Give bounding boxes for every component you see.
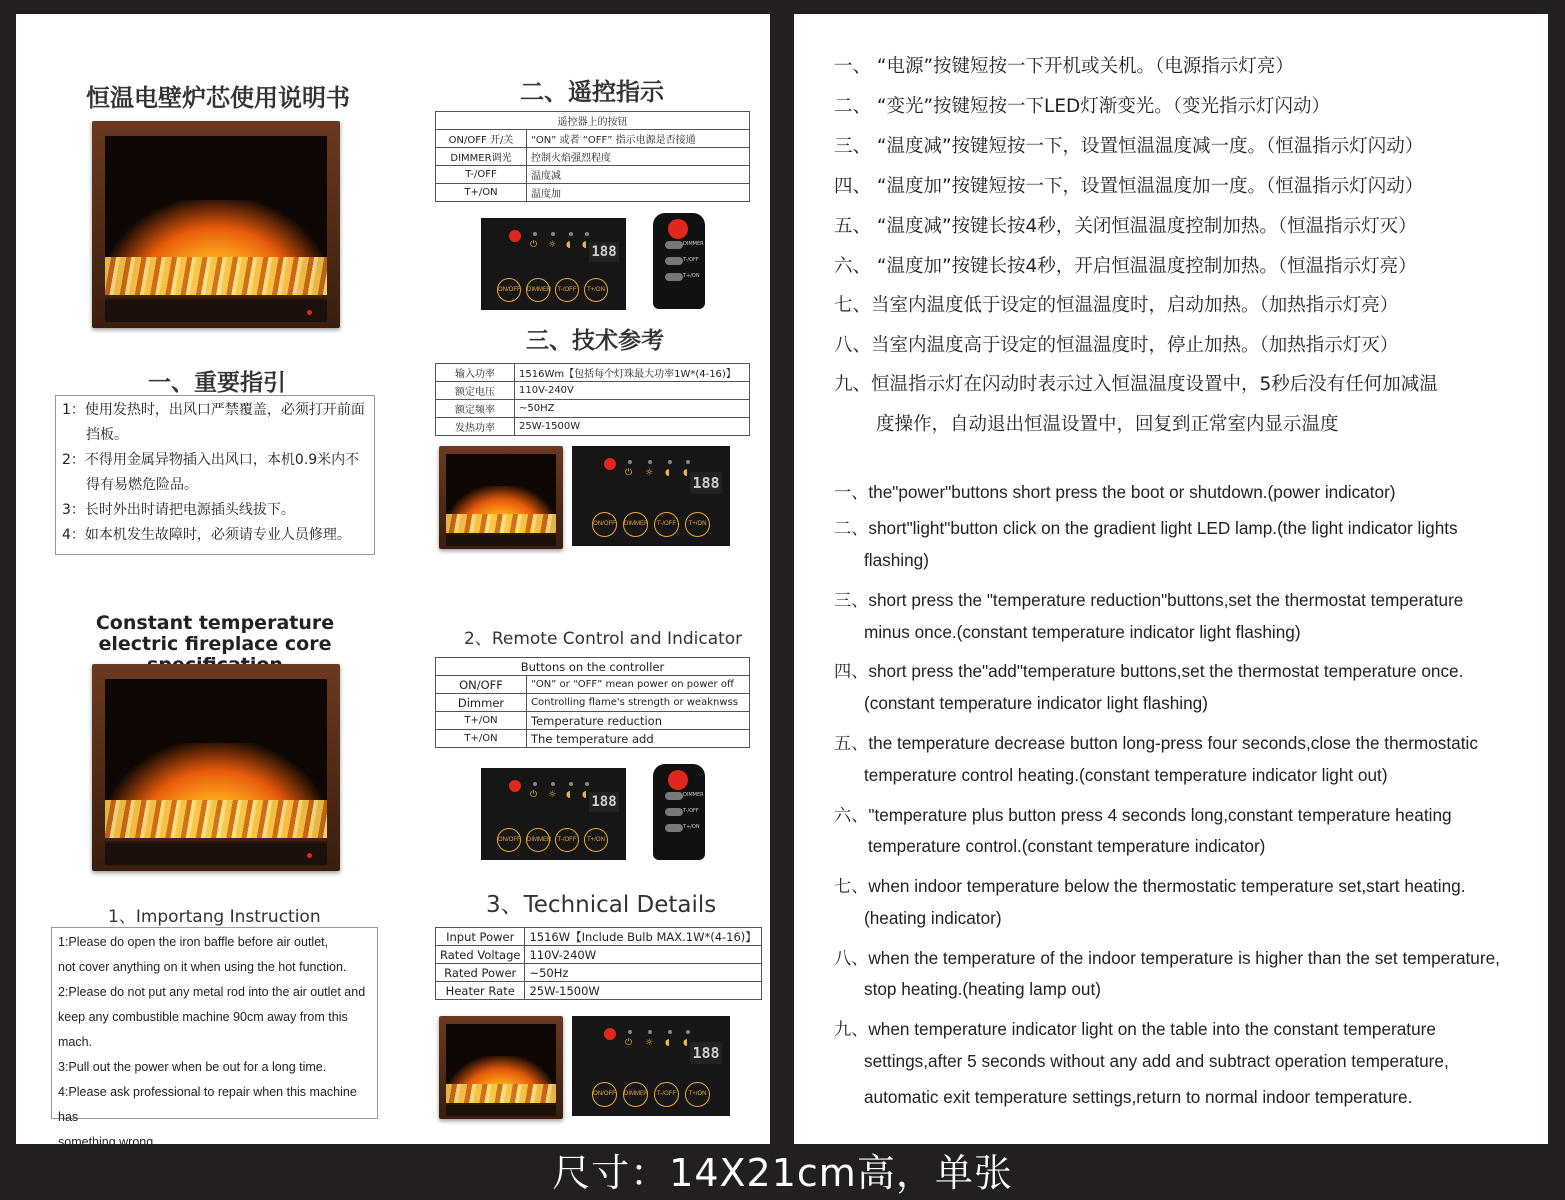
title-en: Constant temperature electric fireplace core (95, 612, 335, 655)
en-instruction-line: flashing) (864, 550, 929, 570)
en-instruction-line: temperature control heating.(constant temperature indicator light out) (864, 765, 1388, 785)
en-instruction-line: 八、when the temperature of the indoor temperature is higher than the set temperature, (834, 948, 1500, 968)
table-cell: “ON” or “OFF” mean power on power off (527, 676, 750, 694)
table-cell: DIMMER调光 (436, 148, 527, 166)
cn-instruction-line: 四、 “温度加”按键短按一下，设置恒温温度加一度。（恒温指示灯闪动） (834, 176, 1424, 197)
table-cell: 1516W【Include Bulb MAX.1W*(4-16)】 (525, 928, 761, 946)
right-page (794, 14, 1548, 1144)
cn-instruction-line: 八、当室内温度高于设定的恒温温度时，停止加热。（加热指示灯灭） (834, 335, 1399, 356)
remote-image (653, 213, 705, 309)
instruction-cn-4: 4：如本机发生故障时，必须请专业人员修理。 (62, 527, 351, 543)
en-instruction-line: automatic exit temperature settings,return to normal indoor temperature. (864, 1087, 1413, 1107)
control-panel-image: ⏻ ☼ ◖ ◖ 188 ON/OFF DIMMER T-/OFF T+/ON (572, 1016, 730, 1116)
remote-table-cn (435, 111, 750, 202)
control-display: 188 (589, 242, 619, 262)
table-cell: Dimmer (436, 694, 527, 712)
en-instruction-line: 二、short"light"button click on the gradient light LED lamp.(the light indicator lights (834, 518, 1458, 538)
on-off-button-icon: ON/OFF (497, 828, 521, 852)
temp-up-button-icon: T+/ON (685, 1082, 710, 1107)
remote-table-header: Buttons on the controller (436, 658, 750, 676)
remote-image (653, 764, 705, 860)
table-cell: 发热功率 (436, 418, 515, 436)
table-cell: 25W-1500W (515, 418, 750, 436)
temp-up-button-icon: T+/ON (685, 512, 710, 537)
instruction-en-line: 1:Please do open the iron baffle before air outlet, (58, 935, 329, 949)
fireplace-image-small (439, 446, 563, 549)
table-cell: Heater Rate (436, 982, 525, 1000)
table-cell: T+/ON (436, 730, 527, 748)
remote-label: T+/ON (683, 273, 700, 279)
section1-title-en: 1、Importang Instruction (108, 907, 321, 927)
instruction-en-line: 4:Please ask professional to repair when this machine has (58, 1085, 357, 1124)
control-panel-image: ⏻ ☼ ◖ ◖ 188 ON/OFF DIMMER T-/OFF T+/ON (481, 218, 626, 310)
instruction-cn-3: 3：长时外出时请把电源插头线拔下。 (62, 502, 295, 518)
en-instruction-line: temperature control.(constant temperature indicator) (868, 836, 1266, 856)
en-instruction-line: (heating indicator) (864, 908, 1002, 928)
cn-instruction-line: 一、 “电源”按键短按一下开机或关机。（电源指示灯亮） (834, 56, 1294, 77)
fireplace-image-top (92, 121, 340, 328)
temp-down-button-icon: T-/OFF (654, 1082, 679, 1107)
table-cell: T+/ON (436, 712, 527, 730)
cn-instruction-line: 二、 “变光”按键短按一下LED灯渐变光。（变光指示灯闪动） (834, 96, 1331, 117)
temp-down-button-icon: T-/OFF (654, 512, 679, 537)
temp-down-button-icon: T-/OFF (555, 278, 579, 302)
control-panel-image: ⏻ ☼ ◖ ◖ 188 ON/OFF DIMMER T-/OFF T+/ON (572, 446, 730, 546)
temp-up-button-icon: T+/ON (584, 828, 608, 852)
on-off-button-icon: ON/OFF (592, 512, 617, 537)
control-display: 188 (690, 1042, 722, 1064)
section3-title-en: 3、Technical Details (486, 892, 717, 918)
en-instruction-line: 九、when temperature indicator light on the table into the constant temperature (834, 1019, 1436, 1039)
cn-instruction-line: 六、 “温度加”按键长按4秒，开启恒温温度控制加热。（恒温指示灯亮） (834, 256, 1417, 277)
tech-table-cn (435, 363, 750, 436)
remote-table-en (435, 657, 750, 748)
instructions-box-cn (55, 395, 375, 555)
table-cell: 110V-240V (515, 382, 750, 400)
left-page (16, 14, 770, 1149)
instruction-en-line: 3:Pull out the power when be out for a long time. (58, 1060, 327, 1074)
table-cell: 温度减 (527, 166, 750, 184)
section3-title-cn: 三、技术参考 (526, 328, 664, 354)
remote-label: T-/OFF (683, 257, 699, 263)
instruction-en-line: keep any combustible machine 90cm away from this mach. (58, 1010, 348, 1049)
on-off-button-icon: ON/OFF (592, 1082, 617, 1107)
table-cell: Controlling flame's strength or weaknwss (527, 694, 750, 712)
table-cell: Rated Voltage (436, 946, 525, 964)
en-instruction-line: 三、short press the "temperature reduction"buttons,set the thermostat temperature (834, 590, 1464, 610)
table-cell: ~50Hz (525, 964, 761, 982)
size-footer: 尺寸：14X21cm高，单张 (552, 1151, 1013, 1195)
en-instruction-line: (constant temperature indicator light flashing) (864, 693, 1208, 713)
cn-instruction-line: 九、恒温指示灯在闪动时表示过入恒温温度设置中，5秒后没有任何加减温 (834, 374, 1438, 395)
table-cell: T+/ON (436, 184, 527, 202)
temp-up-button-icon: T+/ON (584, 278, 608, 302)
table-cell: 1516Wm【包括每个灯珠最大功率1W*(4-16)】 (515, 364, 750, 382)
dimmer-button-icon: DIMMER (526, 828, 550, 852)
instruction-en-line: not cover anything on it when using the hot function. (58, 960, 347, 974)
dimmer-button-icon: DIMMER (623, 512, 648, 537)
table-cell: Temperature reduction (527, 712, 750, 730)
tech-table-en (435, 927, 762, 1000)
en-instruction-line: settings,after 5 seconds without any add and subtract operation temperature, (864, 1051, 1449, 1071)
instruction-cn-2: 2：不得用金属异物插入出风口，本机0.9米内不得有易燃危险品。 (62, 452, 360, 493)
en-instruction-line: 七、when indoor temperature below the thermostatic temperature set,start heating. (834, 876, 1466, 896)
instruction-en-line: something wrong. (58, 1135, 157, 1149)
remote-label: DIMMER (683, 241, 704, 247)
table-cell: The temperature add (527, 730, 750, 748)
cn-instruction-line: 度操作，自动退出恒温设置中，回复到正常室内显示温度 (876, 414, 1339, 435)
remote-label: T-/OFF (683, 808, 699, 814)
table-cell: T-/OFF (436, 166, 527, 184)
en-instruction-line: minus once.(constant temperature indicator light flashing) (864, 622, 1301, 642)
instruction-cn-1: 1：使用发热时，出风口严禁覆盖，必须打开前面挡板。 (62, 402, 365, 443)
instruction-en-line: 2:Please do not put any metal rod into the air outlet and (58, 985, 366, 999)
table-cell: Input Power (436, 928, 525, 946)
section2-title-en: 2、Remote Control and Indicator (464, 629, 743, 649)
table-cell: 额定电压 (436, 382, 515, 400)
control-panel-image: ⏻ ☼ ◖ ◖ 188 ON/OFF DIMMER T-/OFF T+/ON (481, 768, 626, 860)
temp-down-button-icon: T-/OFF (555, 828, 579, 852)
dimmer-button-icon: DIMMER (623, 1082, 648, 1107)
table-cell: 110V-240W (525, 946, 761, 964)
cn-instruction-line: 五、 “温度减”按键长按4秒，关闭恒温温度控制加热。（恒温指示灯灭） (834, 216, 1417, 237)
en-instruction-line: 五、the temperature decrease button long-press four seconds,close the thermostatic (834, 733, 1478, 753)
table-cell: ON/OFF 开/关 (436, 130, 527, 148)
en-instruction-line: stop heating.(heating lamp out) (864, 979, 1101, 999)
en-instruction-line: 六、"temperature plus button press 4 seconds long,constant temperature heating (834, 805, 1452, 825)
table-cell: 温度加 (527, 184, 750, 202)
cn-instruction-line: 三、 “温度减”按键短按一下，设置恒温温度减一度。（恒温指示灯闪动） (834, 136, 1424, 157)
title-cn: 恒温电壁炉芯使用说明书 (86, 84, 350, 112)
table-cell: 控制火焰强烈程度 (527, 148, 750, 166)
section1-title-cn: 一、重要指引 (148, 370, 286, 396)
remote-label: T+/ON (683, 824, 700, 830)
table-cell: 额定频率 (436, 400, 515, 418)
remote-table-header: 遥控器上的按钮 (436, 112, 750, 130)
section2-title-cn: 二、遥控指示 (520, 78, 664, 106)
control-display: 188 (589, 792, 619, 812)
table-cell: “ON” 或者 “OFF” 指示电源是否接通 (527, 130, 750, 148)
table-cell: 25W-1500W (525, 982, 761, 1000)
en-instruction-line: 一、the"power"buttons short press the boot or shutdown.(power indicator) (834, 482, 1396, 502)
dimmer-button-icon: DIMMER (526, 278, 550, 302)
cn-instruction-line: 七、当室内温度低于设定的恒温温度时，启动加热。（加热指示灯亮） (834, 295, 1399, 316)
en-instruction-line: 四、short press the"add"temperature buttons,set the thermostat temperature once. (834, 661, 1464, 681)
table-cell: 输入功率 (436, 364, 515, 382)
fireplace-image-bottom (92, 664, 340, 871)
on-off-button-icon: ON/OFF (497, 278, 521, 302)
instructions-box-en (51, 927, 378, 1149)
fireplace-image-small (439, 1016, 563, 1119)
table-cell: ~50HZ (515, 400, 750, 418)
table-cell: ON/OFF (436, 676, 527, 694)
table-cell: Rated Power (436, 964, 525, 982)
control-display: 188 (690, 472, 722, 494)
remote-label: DIMMER (683, 792, 704, 798)
